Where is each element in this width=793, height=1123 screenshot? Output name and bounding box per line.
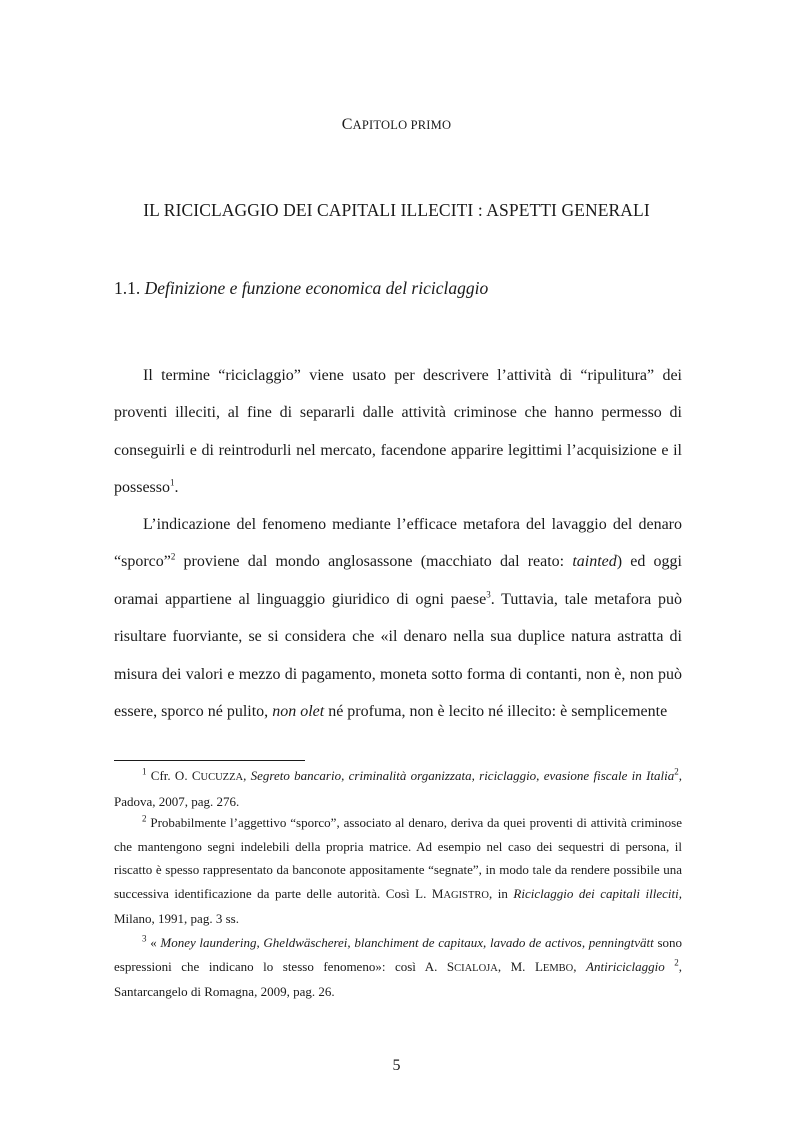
footnote-3-author1-rest: CIALOJA (454, 962, 498, 974)
footnote-3-sep: , M. (497, 958, 535, 974)
section-title: Definizione e funzione economica del riciclaggio (144, 278, 489, 298)
footnote-3 (114, 931, 682, 1004)
paragraph-1 (114, 357, 682, 507)
footnote-ref-3: 3 (486, 589, 491, 600)
footnote-3-comma: , (573, 958, 577, 974)
footnote-1-number: 1 (142, 766, 147, 777)
paragraph-2-text-e: né profuma, non è lecito né illecito: è semplicemente (324, 703, 668, 721)
footnote-3-post: , Santarcangelo di Romagna, 2009, pag. 26. (114, 958, 683, 1000)
footnote-2-mid: , in (488, 885, 514, 901)
paragraph-1-text: Il termine “riciclaggio” viene usato per descrivere l’attività di “ripulitura” dei proventi illeciti, al fine di separarli dalle attività criminose che hanno permesso di conseguirli e di reintrodurli nel mercato, facendone apparire legittimi l’acquisizione e il possesso (114, 367, 682, 497)
footnote-separator (114, 760, 305, 761)
page-number: 5 (392, 1057, 401, 1074)
footnote-2-author-initial: M (431, 885, 444, 901)
paragraph-2-italic-tainted: tainted (572, 553, 617, 571)
footnote-2-number: 2 (142, 813, 147, 824)
footnote-3-author1-initial: S (446, 958, 455, 974)
paragraph-2-text-a: L’indicazione del fenomeno mediante l’efficace metafora del lavaggio del denaro “sporco” (114, 516, 682, 571)
footnote-ref-2: 2 (170, 552, 176, 563)
footnote-3-pre: « (146, 935, 161, 950)
chapter-rest: APITOLO PRIMO (352, 118, 452, 132)
footnote-2-post: Milano, 1991, pag. 3 ss. (114, 911, 239, 927)
section-number: 1.1. (114, 278, 141, 298)
footnote-1 (114, 764, 682, 813)
paragraph-2-text-c: ) ed oggi oramai appartiene al linguaggio giuridico di ogni paese (114, 553, 683, 608)
footnote-3-italic-terms: Money laundering, Gheldwäscherei, blanchiment de capitaux, lavado de activos, penningtvätt (160, 935, 654, 950)
paragraph-2-italic-non-olet: non olet (272, 703, 325, 721)
paragraph-2 (114, 506, 682, 730)
footnote-3-mid: sono espressioni che indicano lo stesso fenomeno»: così A. (114, 935, 682, 974)
footnote-1-title: Segreto bancario, criminalità organizzata, riciclaggio, evasione fiscale in Italia (250, 768, 675, 783)
footnote-1-author-initial: C (191, 768, 201, 783)
section-heading (114, 278, 488, 299)
footnote-3-title: Antiriciclaggio (586, 958, 665, 974)
footnote-ref-1: 1 (170, 477, 175, 488)
footnote-1-sep: , (243, 768, 251, 783)
footnote-2-title: Riciclaggio dei capitali illeciti, (513, 885, 682, 901)
paragraph-2-text-d: . Tuttavia, tale metafora può risultare fuorviante, se si considera che «il denaro nella sua duplice natura astratta di misura dei valori e mezzo di pagamento, moneta sotto forma di contanti, non è, non può essere, sporco né pulito, (114, 590, 683, 721)
paragraph-1-end: . (174, 479, 179, 497)
footnote-1-edition: 2 (674, 766, 679, 777)
footnote-3-number: 3 (142, 933, 147, 944)
footnote-3-author2-rest: EMBO (542, 962, 574, 974)
footnote-3-author2-initial: L (534, 958, 543, 974)
footnote-2-text: Probabilmente l’aggettivo “sporco”, associato al denaro, deriva da quei proventi di attività criminose che mantengono segni indelebili della propria matrice. Ad esempio nel caso dei sequestri di persona, il riscatto è spesso rappresentato da banconote appositamente “segnate”, in modo tale da rendere possibile una successiva identificazione da parte delle autorità. Così L. (114, 815, 682, 901)
chapter-title: IL RICICLAGGIO DEI CAPITALI ILLECITI : ASPETTI GENERALI (143, 200, 650, 220)
paragraph-2-text-b: proviene dal mondo anglosassone (macchiato dal reato: (175, 553, 573, 571)
footnote-1-post: , Padova, 2007, pag. 276. (114, 768, 682, 809)
footnote-2 (114, 811, 682, 931)
footnote-1-author-rest: UCUZZA (200, 772, 244, 783)
footnote-3-edition: 2 (674, 957, 679, 968)
chapter-initial: C (341, 116, 353, 133)
footnote-2-author-rest: AGISTRO (443, 889, 489, 901)
footnote-1-pre: Cfr. O. (146, 768, 192, 783)
chapter-heading (0, 116, 793, 134)
